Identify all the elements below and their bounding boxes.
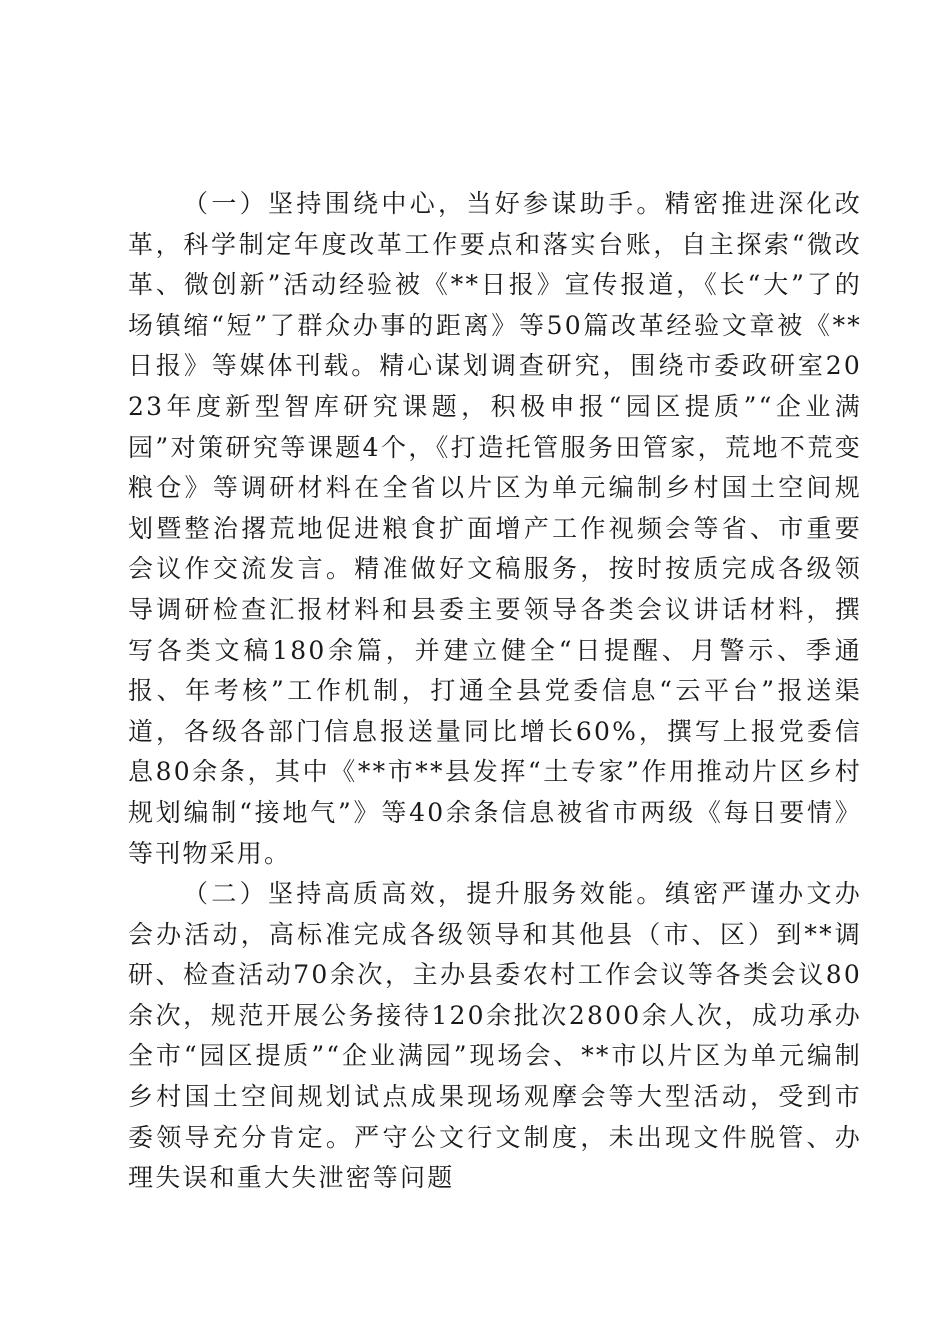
paragraph-2: （二）坚持高质高效，提升服务效能。缜密严谨办文办会办活动，高标准完成各级领导和其他县（市、区）到**调研、检查活动70余次，主办县委农村工作会议等各类会议80余次，规范开展公务接待120余批次2800余人次，成功承办全市“园区提质”“企业满园”现场会、**市以片区为单元编制乡村国土空间规划试点成果现场观摩会等大型活动，受到市委领导充分肯定。严守公文行文制度，未出现文件脱管、办理失误和重大失泄密等问题 [128,879,862,1193]
paragraph-1: （一）坚持围绕中心，当好参谋助手。精密推进深化改革，科学制定年度改革工作要点和落实台账，自主探索“微改革、微创新”活动经验被《**日报》宣传报道，《长“大”了的场镇缩“短”了群众办事的距离》等50篇改革经验文章被《**日报》等媒体刊载。精心谋划调查研究，围绕市委政研室2023年度新型智库研究课题，积极申报“园区提质”“企业满园”对策研究等课题4个，《打造托管服务田管家，荒地不荒变粮仓》等调研材料在全省以片区为单元编制乡村国土空间规划暨整治撂荒地促进粮食扩面增产工作视频会等省、市重要会议作交流发言。精准做好文稿服务，按时按质完成各级领导调研检查汇报材料和县委主要领导各类会议讲话材料，撰写各类文稿180余篇，并建立健全“日提醒、月警示、季通报、年考核”工作机制，打通全县党委信息“云平台”报送渠道，各级各部门信息报送量同比增长60%，撰写上报党委信息80余条，其中《**市**县发挥“土专家”作用推动片区乡村规划编制“接地气”》等40余条信息被省市两级《每日要情》等刊物采用。 [128,189,862,868]
document-body [128,184,862,1199]
